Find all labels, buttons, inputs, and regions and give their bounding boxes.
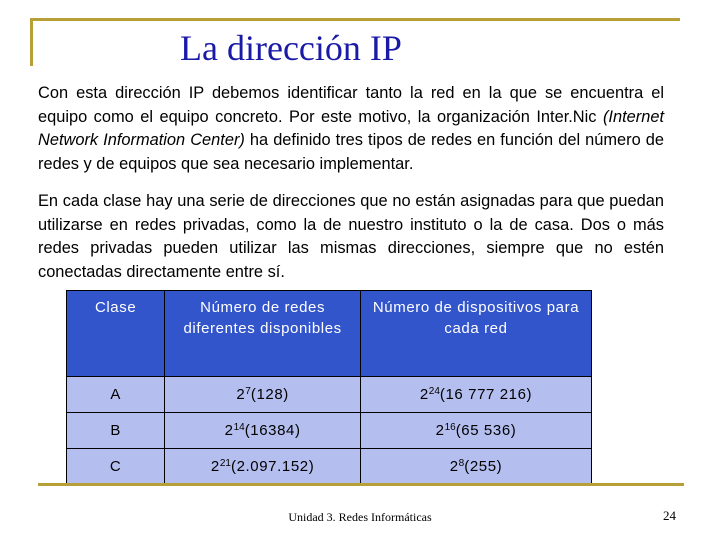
cell-redes	[165, 449, 361, 485]
page-number: 24	[663, 508, 676, 523]
footer-text: Unidad 3. Redes Informáticas	[288, 510, 432, 524]
cell-clase: C	[67, 449, 165, 485]
power-value: (16384)	[244, 422, 301, 439]
table-row	[67, 377, 592, 413]
paragraph-2: En cada clase hay una serie de direcciones que no están asignadas para que puedan utilizarse en redes privadas, como la de nuestro instituto o la de casa. Dos o más redes privadas pueden utilizar las mismas direcciones, siempre que no estén conectadas directamente entre sí.	[38, 192, 664, 281]
power-value: (128)	[250, 386, 289, 403]
bottom-rule	[38, 483, 684, 486]
power-exponent: 14	[233, 422, 245, 433]
power-exponent: 21	[219, 458, 231, 469]
paragraph-1-text-a: Con esta dirección IP debemos identificar tanto la red en la que se encuentra el equipo como el equipo concreto. Por este motivo, la organización Inter.Nic	[38, 84, 664, 126]
power-base: 2	[435, 422, 445, 439]
slide-title: La dirección IP	[180, 28, 402, 68]
power-exponent: 24	[428, 386, 440, 397]
cell-clase: A	[67, 377, 165, 413]
power-base: 2	[419, 386, 429, 403]
ip-classes-table	[66, 290, 592, 485]
power-value: (65 536)	[455, 422, 517, 439]
paragraph-1	[38, 82, 664, 176]
power-value: (255)	[464, 458, 503, 475]
top-rule	[30, 18, 680, 21]
cell-redes	[165, 377, 361, 413]
power-value: (2.097.152)	[230, 458, 315, 475]
power-base: 2	[236, 386, 246, 403]
power-exponent: 8	[458, 458, 465, 469]
power-exponent: 16	[444, 422, 456, 433]
cell-dispositivos	[360, 377, 591, 413]
paragraph-1-text-b: ha definido tres tipos de redes en función del número de redes y de equipos que sea necesario implementar.	[38, 131, 664, 173]
header-dispositivos: Número de dispositivos para cada red	[360, 291, 591, 377]
cell-dispositivos	[360, 449, 591, 485]
cell-redes	[165, 413, 361, 449]
power-base: 2	[224, 422, 234, 439]
table-header-row	[67, 291, 592, 377]
cell-clase: B	[67, 413, 165, 449]
left-rule	[30, 18, 33, 66]
power-value: (16 777 216)	[439, 386, 533, 403]
power-exponent: 7	[245, 386, 251, 397]
header-clase: Clase	[67, 291, 165, 377]
paragraph-1-italic: (Internet Network Information Center)	[38, 107, 664, 150]
table-row	[67, 449, 592, 485]
power-base: 2	[449, 458, 459, 475]
power-base: 2	[210, 458, 220, 475]
table-row	[67, 413, 592, 449]
header-redes: Número de redes diferentes disponibles	[165, 291, 361, 377]
cell-dispositivos	[360, 413, 591, 449]
